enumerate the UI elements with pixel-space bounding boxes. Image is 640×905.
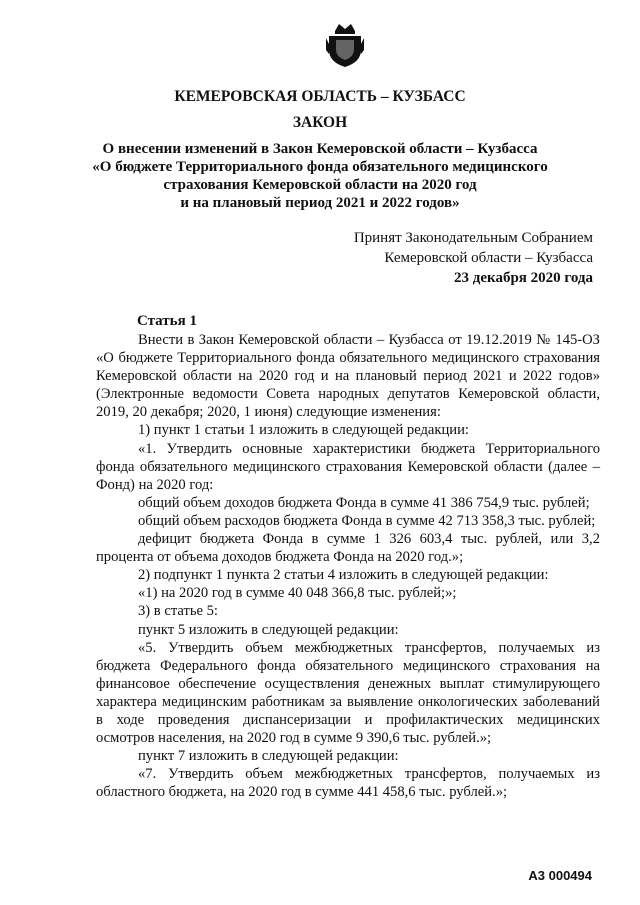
law-title-line: и на плановый период 2021 и 2022 годов» (180, 195, 460, 211)
paragraph: 1) пункт 1 статьи 1 изложить в следующей редакции: (138, 422, 469, 439)
paragraph: «5. Утвердить объем межбюджетных трансфертов, получаемых из бюджета Федерального фонда обязательного медицинского страхования на финансовое обеспечение осуществления денежных выплат стимулирующего характера медицинским работникам за выявление онкологических заболеваний в ходе проведения диспансеризации и профилактических медицинских осмотров населения, на 2020 год в сумме 9 390,6 тыс. рублей.»; (96, 639, 600, 747)
law-title-line: О внесении изменений в Закон Кемеровской области – Кузбасса (102, 141, 538, 157)
document-type: ЗАКОН (292, 114, 348, 131)
paragraph: 3) в статье 5: (138, 603, 218, 620)
law-title-line: страхования Кемеровской области на 2020 год (163, 177, 477, 193)
paragraph: пункт 7 изложить в следующей редакции: (138, 748, 399, 765)
adoption-line: Принят Законодательным Собранием (353, 230, 593, 246)
paragraph: общий объем доходов бюджета Фонда в сумме 41 386 754,9 тыс. рублей; (138, 494, 590, 511)
paragraph: пункт 5 изложить в следующей редакции: (138, 621, 399, 638)
adoption-line: Кемеровской области – Кузбасса (384, 250, 593, 266)
law-title (0, 140, 640, 212)
article-heading: Статья 1 (137, 313, 197, 329)
form-serial-number: А3 000494 (528, 868, 592, 883)
paragraph: «1. Утвердить основные характеристики бюджета Территориального фонда обязательного медицинского страхования Кемеровской области (далее – Фонд) на 2020 год: (96, 440, 600, 493)
adoption-date: 23 декабря 2020 года (454, 270, 593, 286)
adoption-block (354, 228, 593, 288)
article-body (96, 331, 600, 801)
paragraph: «7. Утвердить объем межбюджетных трансфертов, получаемых из областного бюджета, на 2020 год в сумме 441 458,6 тыс. рублей.»; (96, 766, 600, 801)
coat-of-arms-icon (326, 22, 364, 68)
paragraph: 2) подпункт 1 пункта 2 статьи 4 изложить в следующей редакции: (138, 567, 549, 584)
paragraph: «1) на 2020 год в сумме 40 048 366,8 тыс. рублей;»; (138, 585, 457, 602)
paragraph: общий объем расходов бюджета Фонда в сумме 42 713 358,3 тыс. рублей; (138, 512, 596, 529)
paragraph: Внести в Закон Кемеровской области – Кузбасса от 19.12.2019 № 145-ОЗ «О бюджете Территориального фонда обязательного медицинского страхования Кемеровской области на 2020 год и на плановый период 2021 и 2022 годов» (Электронные ведомости Совета народных депутатов Кемеровской области, 2019, 20 декабря; 2020, 1 июня) следующие изменения: (96, 332, 600, 421)
region-heading: КЕМЕРОВСКАЯ ОБЛАСТЬ – КУЗБАСС (174, 88, 466, 105)
law-title-line: «О бюджете Территориального фонда обязательного медицинского (92, 159, 548, 175)
paragraph: дефицит бюджета Фонда в сумме 1 326 603,4 тыс. рублей, или 3,2 процента от объема доходов бюджета Фонда на 2020 год.»; (96, 531, 600, 566)
